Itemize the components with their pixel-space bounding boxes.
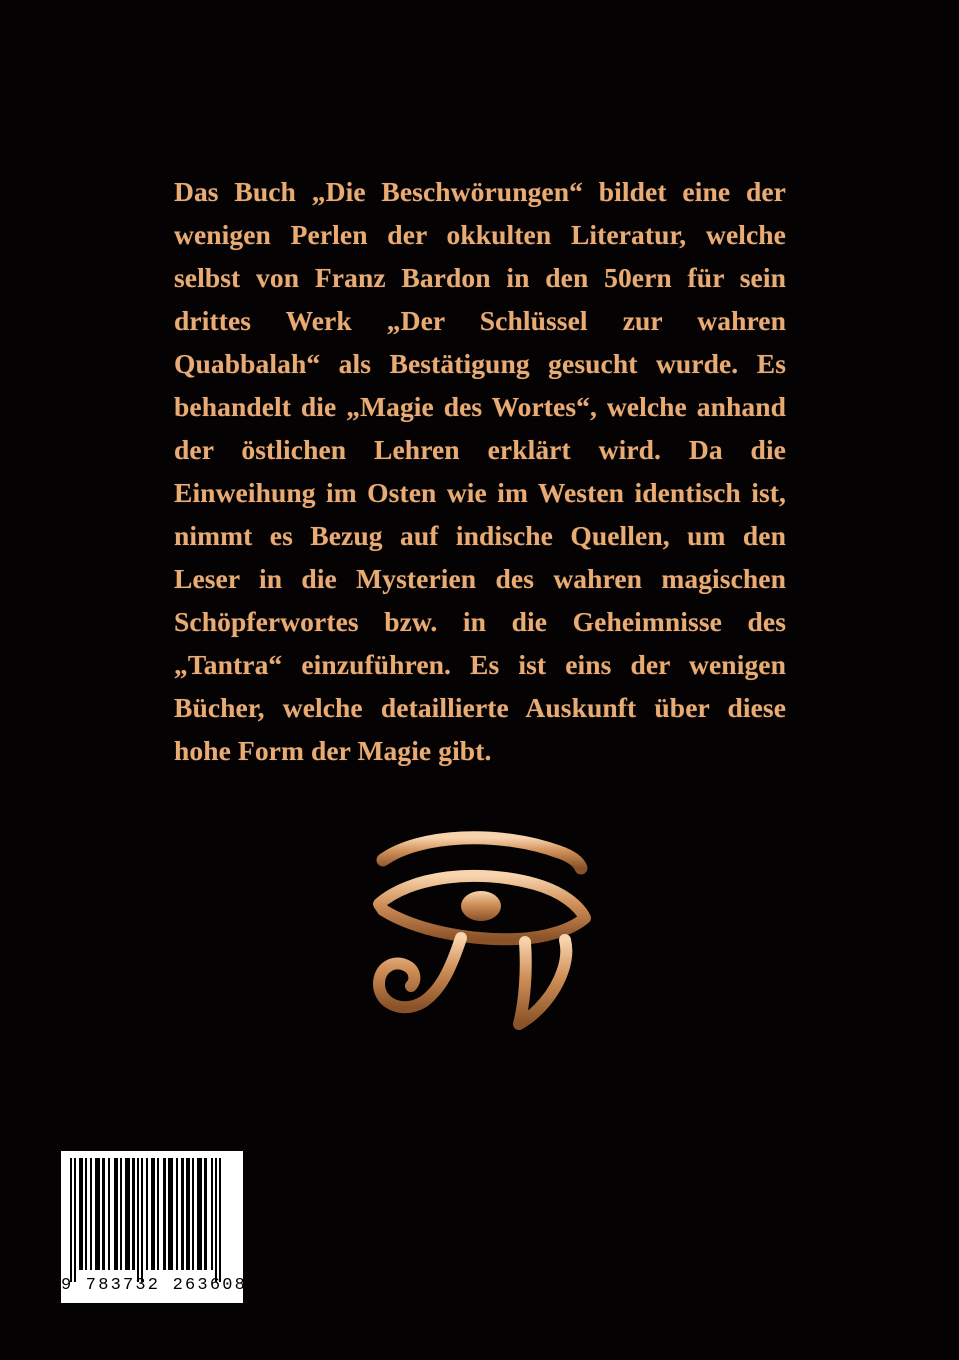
eye-of-horus-emblem xyxy=(349,818,611,1038)
barcode xyxy=(61,1151,248,1303)
barcode-digits: 9 783732 263608 xyxy=(61,1276,248,1295)
barcode-bars xyxy=(70,1158,234,1270)
back-cover-blurb: Das Buch „Die Beschwörungen“ bildet eine der wenigen Perlen der okkulten Literatur, welche selbst von Franz Bardon in den 50ern für sein drittes Werk „Der Schlüssel zur wahren Quabbalah“ als Bestätigung gesucht wurde. Es behandelt die „Magie des Wortes“, welche anhand der östlichen Lehren erklärt wird. Da die Einweihung im Osten wie im Westen identisch ist, nimmt es Bezug auf indische Quellen, um den Leser in die Mysterien des wahren magischen Schöpferwortes bzw. in die Geheimnisse des „Tantra“ einzuführen. Es ist eins der wenigen Bücher, welche detaillierte Auskunft über diese hohe Form der Magie gibt. xyxy=(174,175,786,766)
eye-of-horus-icon xyxy=(349,818,611,1038)
